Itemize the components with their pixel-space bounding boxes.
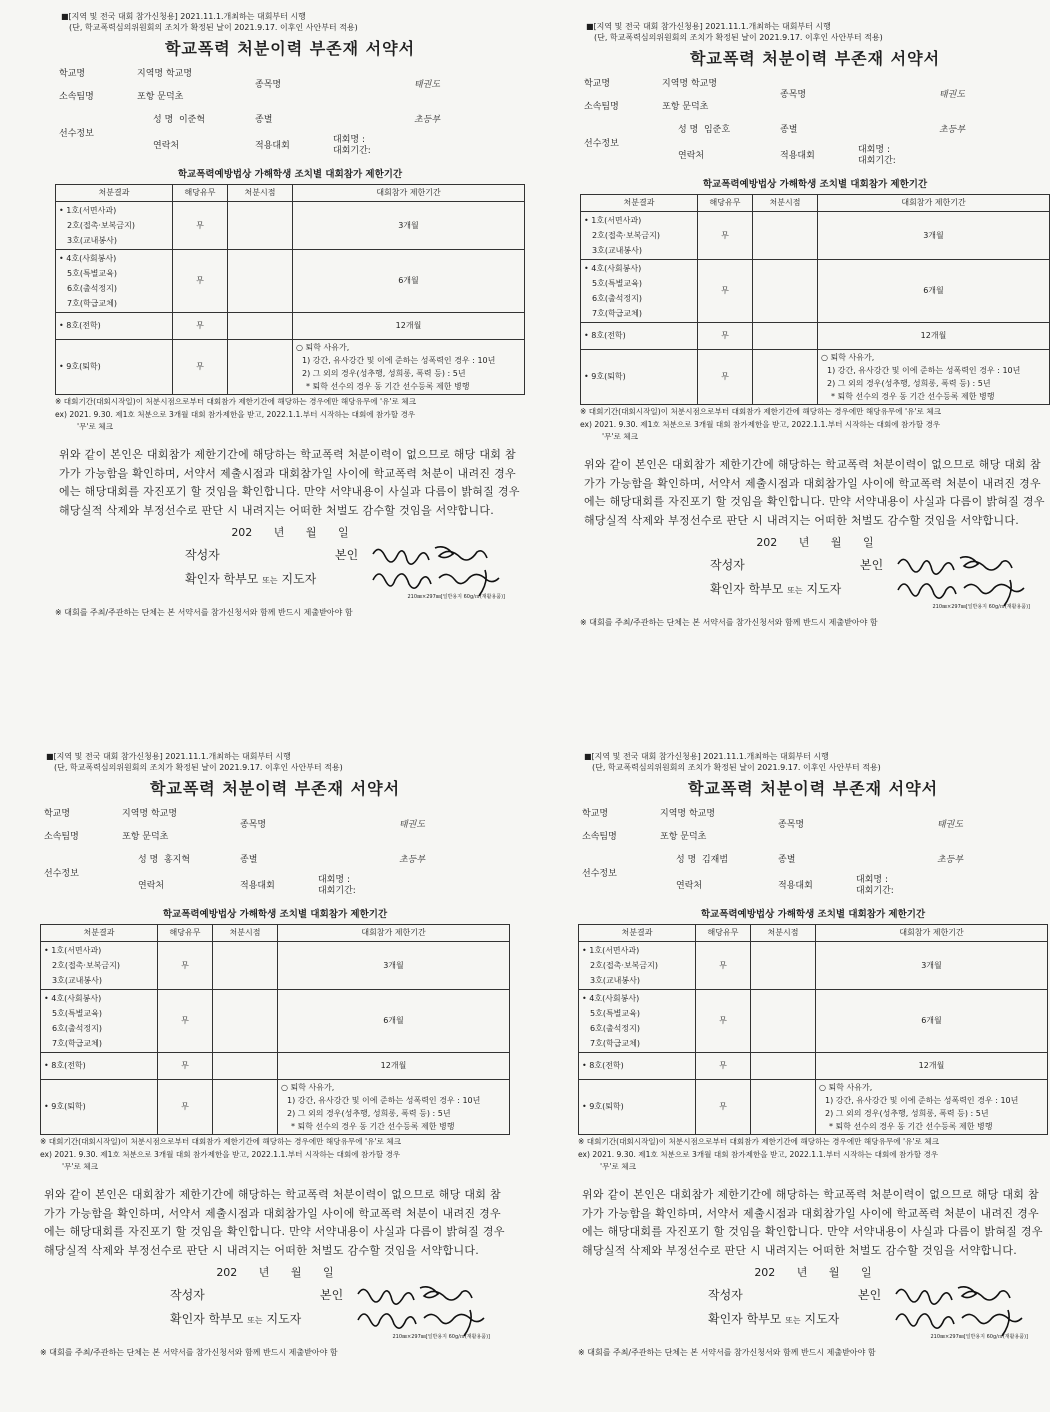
self-label: 본인: [320, 1287, 344, 1302]
restriction-table: [55, 184, 525, 395]
row9-label: • 9호(퇴학): [56, 340, 173, 395]
header-line-2: (단, 학교폭력심의위원회의 조치가 확정된 날이 2021.9.17. 이후인 사안부터 적용): [54, 763, 343, 772]
comp-label: 적용대회: [778, 880, 813, 891]
player-name-row: [118, 849, 236, 872]
col-result: 처분결과: [581, 195, 698, 212]
table-row: [579, 990, 1048, 1053]
item: 3호(교내봉사): [590, 976, 640, 986]
coach-label: 지도자: [804, 1311, 840, 1326]
event-label: 종목명: [255, 80, 282, 91]
paper-spec: 210㎜×297㎜[일반용지 60g/㎡(재활용품)]: [932, 603, 1030, 610]
applicable-cell: 무: [698, 323, 753, 350]
event-label: 종목명: [780, 90, 807, 101]
table-row: [581, 323, 1050, 350]
comp-label: 적용대회: [780, 150, 815, 161]
item: 7호(학급교체): [52, 1039, 102, 1049]
applicable-cell: 무: [698, 350, 753, 405]
period-cell: 6개월: [816, 990, 1048, 1053]
item: 6호(출석정지): [592, 294, 642, 304]
note-3: '무'로 체크: [62, 1161, 98, 1171]
name-label: 성 명: [138, 854, 159, 865]
note-3: '무'로 체크: [600, 1161, 636, 1171]
info-table: [580, 73, 1050, 171]
comp-period-label: 대회기간:: [318, 886, 356, 897]
confirm-line: [708, 1312, 839, 1327]
item: 2호(접촉·보복금지): [590, 961, 658, 971]
note-1: ※ 대회기간(대회시작일)이 처분시점으로부터 대회참가 제한기간에 해당하는 경우에만 해당유무에 '유'로 체크: [40, 1137, 401, 1147]
row9-note: ○ 퇴학 사유가,: [281, 1083, 335, 1093]
applicable-cell: 무: [173, 202, 228, 250]
applicable-cell: 무: [158, 990, 213, 1053]
time-cell: [213, 1080, 278, 1135]
item: 3호(교내봉사): [52, 976, 102, 986]
coach-label: 지도자: [281, 571, 317, 586]
item: 7호(학급교체): [67, 299, 117, 309]
info-table: [55, 63, 525, 161]
date-line: 202 년 월 일: [754, 1266, 872, 1280]
col-applicable: 해당유무: [696, 925, 751, 942]
handwritten-signature: [888, 1280, 1038, 1340]
pledge-text: 위와 같이 본인은 대회참가 제한기간에 해당하는 학교폭력 처분이력이 없으므로 해당 대회 참가가 가능함을 확인하며, 서약서 제출시점과 대회참가일 사이에 학교폭력 처분이 내려진 경우에는 해당대회를 자진포기 할 것임을 확인합니다. 만약 서약내용이 사실과 다름이 밝혀질 경우 해당실적 삭제와 부정선수로 판단 시 내려지는 어떠한 처벌도 감수할 것임을 서약합니다.: [584, 458, 1045, 527]
comp-name-label: 대회명 :: [856, 875, 888, 885]
note-3: '무'로 체크: [602, 431, 638, 441]
pledge-form-4: [578, 752, 1048, 1412]
item: • 4호(사회봉사): [582, 994, 640, 1004]
school-label: 학교명: [582, 808, 609, 819]
player-label: 선수정보: [59, 129, 94, 140]
self-label: 본인: [860, 557, 884, 572]
table-row: [581, 350, 1050, 405]
row9-note: 1) 강간, 유사강간 및 이에 준하는 성폭력인 경우 : 10년: [287, 1096, 481, 1106]
footer-note: ※ 대회를 주최/주관하는 단체는 본 서약서를 참가신청서와 함께 반드시 제출받아야 함: [580, 617, 878, 627]
table-row: [41, 990, 510, 1053]
time-cell: [751, 942, 816, 990]
comp-fields: [852, 872, 1048, 901]
item: • 1호(서면사과): [44, 946, 102, 956]
row9-note: * 퇴학 선수의 경우 동 기간 선수등록 제한 병행: [306, 382, 470, 392]
header-line-2: (단, 학교폭력심의위원회의 조치가 확정된 날이 2021.9.17. 이후인 사안부터 적용): [592, 763, 881, 772]
school-label: 학교명: [584, 78, 611, 89]
class-label: 종별: [780, 124, 798, 135]
col-result: 처분결과: [41, 925, 158, 942]
col-result: 처분결과: [579, 925, 696, 942]
row9-note: 2) 그 외의 경우(성추행, 성희롱, 폭력 등) : 5년: [827, 379, 991, 389]
item: 7호(학급교체): [592, 309, 642, 319]
row9-note: * 퇴학 선수의 경우 동 기간 선수등록 제한 병행: [829, 1122, 993, 1132]
table-row: [581, 260, 1050, 323]
player-label: 선수정보: [582, 869, 617, 880]
item: • 1호(서면사과): [582, 946, 640, 956]
writer-label: 작성자: [170, 1287, 205, 1302]
table-row: [579, 1080, 1048, 1135]
time-cell: [753, 212, 818, 260]
applicable-cell: 무: [173, 340, 228, 395]
col-time: 처분시점: [213, 925, 278, 942]
confirm-line: [170, 1312, 301, 1327]
coach-label: 지도자: [266, 1311, 302, 1326]
item: 5호(특별교육): [52, 1009, 102, 1019]
comp-label: 적용대회: [240, 880, 275, 891]
row-items: • 8호(전학): [41, 1053, 158, 1080]
contact-label: 연락처: [676, 880, 703, 891]
team-label: 소속팀명: [59, 91, 94, 102]
period-cell: 12개월: [816, 1053, 1048, 1080]
col-period: 대회참가 제한기간: [816, 925, 1048, 942]
player-name-row: [658, 119, 776, 142]
team-value: 포항 문덕초: [662, 101, 709, 112]
event-label: 종목명: [778, 820, 805, 831]
row9-note: ○ 퇴학 사유가,: [819, 1083, 873, 1093]
time-cell: [228, 250, 293, 313]
col-applicable: 해당유무: [698, 195, 753, 212]
class-value: 초등부: [413, 114, 441, 125]
form-title: 학교폭력 처분이력 부존재 서약서: [687, 779, 939, 798]
table-row: [579, 1053, 1048, 1080]
time-cell: [753, 350, 818, 405]
team-value: 포항 문덕초: [660, 831, 707, 842]
time-cell: [753, 323, 818, 350]
paper-spec: 210㎜×297㎜[일반용지 60g/㎡(재활용품)]: [392, 1333, 490, 1340]
applicable-cell: 무: [158, 942, 213, 990]
school-value: 지역명 학교명: [662, 78, 718, 89]
player-name: 임준호: [703, 124, 731, 135]
restriction-subtitle: 학교폭력예방법상 가해학생 조치별 대회참가 제한기간: [177, 168, 403, 180]
handwritten-signature: [365, 540, 515, 600]
form-title: 학교폭력 처분이력 부존재 서약서: [164, 39, 416, 58]
item: 6호(출석정지): [52, 1024, 102, 1034]
period-cell: 12개월: [293, 313, 525, 340]
row9-note: 1) 강간, 유사강간 및 이에 준하는 성폭력인 경우 : 10년: [302, 356, 496, 366]
name-label: 성 명: [153, 114, 174, 125]
player-label: 선수정보: [584, 139, 619, 150]
pledge-text: 위와 같이 본인은 대회참가 제한기간에 해당하는 학교폭력 처분이력이 없으므로 해당 대회 참가가 가능함을 확인하며, 서약서 제출시점과 대회참가일 사이에 학교폭력 처분이 내려진 경우에는 해당대회를 자진포기 할 것임을 확인합니다. 만약 서약내용이 사실과 다름이 밝혀질 경우 해당실적 삭제와 부정선수로 판단 시 내려지는 어떠한 처벌도 감수할 것임을 서약합니다.: [582, 1188, 1043, 1257]
signature-block: [40, 1287, 510, 1340]
pledge-text: 위와 같이 본인은 대회참가 제한기간에 해당하는 학교폭력 처분이력이 없으므로 해당 대회 참가가 가능함을 확인하며, 서약서 제출시점과 대회참가일 사이에 학교폭력 처분이 내려진 경우에는 해당대회를 자진포기 할 것임을 확인합니다. 만약 서약내용이 사실과 다름이 밝혀질 경우 해당실적 삭제와 부정선수로 판단 시 내려지는 어떠한 처벌도 감수할 것임을 서약합니다.: [59, 448, 520, 517]
contact-label: 연락처: [678, 150, 705, 161]
event-label: 종목명: [240, 820, 267, 831]
period-cell: 3개월: [293, 202, 525, 250]
period-cell: 3개월: [278, 942, 510, 990]
item: 2호(접촉·보복금지): [52, 961, 120, 971]
class-label: 종별: [255, 114, 273, 125]
applicable-cell: 무: [173, 250, 228, 313]
row9-note: 2) 그 외의 경우(성추행, 성희롱, 폭력 등) : 5년: [287, 1109, 451, 1119]
row-items: • 8호(전학): [581, 323, 698, 350]
table-row: [56, 313, 525, 340]
row9-note: ○ 퇴학 사유가,: [821, 353, 875, 363]
name-label: 성 명: [678, 124, 699, 135]
row-items: • 8호(전학): [56, 313, 173, 340]
period-cell: 6개월: [293, 250, 525, 313]
time-cell: [228, 340, 293, 395]
or-label: 또는: [262, 575, 278, 585]
school-label: 학교명: [59, 68, 86, 79]
pledge-text: 위와 같이 본인은 대회참가 제한기간에 해당하는 학교폭력 처분이력이 없으므로 해당 대회 참가가 가능함을 확인하며, 서약서 제출시점과 대회참가일 사이에 학교폭력 처분이 내려진 경우에는 해당대회를 자진포기 할 것임을 확인합니다. 만약 서약내용이 사실과 다름이 밝혀질 경우 해당실적 삭제와 부정선수로 판단 시 내려지는 어떠한 처벌도 감수할 것임을 서약합니다.: [44, 1188, 505, 1257]
comp-label: 적용대회: [255, 140, 290, 151]
footer-note: ※ 대회를 주최/주관하는 단체는 본 서약서를 참가신청서와 함께 반드시 제출받아야 함: [55, 607, 353, 617]
player-label: 선수정보: [44, 869, 79, 880]
team-value: 포항 문덕초: [137, 91, 184, 102]
period-cell: 12개월: [818, 323, 1050, 350]
item: • 1호(서면사과): [584, 216, 642, 226]
header-line-2: (단, 학교폭력심의위원회의 조치가 확정된 날이 2021.9.17. 이후인 사안부터 적용): [594, 33, 883, 42]
confirm-label: 확인자 학부모: [708, 1311, 782, 1326]
confirm-label: 확인자 학부모: [710, 581, 784, 596]
player-name: 홍지혁: [163, 854, 191, 865]
player-name: 이준혁: [178, 114, 206, 125]
player-name-row: [656, 849, 774, 872]
info-table: [40, 803, 510, 901]
table-row: [56, 250, 525, 313]
header-line-1: ■[지역 및 전국 대회 참가신청용] 2021.11.1.개최하는 대회부터 시행: [61, 12, 306, 21]
table-row: [41, 942, 510, 990]
team-label: 소속팀명: [582, 831, 617, 842]
or-label: 또는: [785, 1315, 801, 1325]
note-3: '무'로 체크: [77, 421, 113, 431]
row9-notes: [293, 340, 525, 395]
footer-note: ※ 대회를 주최/주관하는 단체는 본 서약서를 참가신청서와 함께 반드시 제출받아야 함: [578, 1347, 876, 1357]
header-line-2: (단, 학교폭력심의위원회의 조치가 확정된 날이 2021.9.17. 이후인 사안부터 적용): [69, 23, 358, 32]
signature-block: [578, 1287, 1048, 1340]
header-line-1: ■[지역 및 전국 대회 참가신청용] 2021.11.1.개최하는 대회부터 시행: [586, 22, 831, 31]
comp-period-label: 대회기간:: [856, 886, 894, 897]
class-value: 초등부: [938, 124, 966, 135]
time-cell: [751, 990, 816, 1053]
table-row: [581, 212, 1050, 260]
paper-spec: 210㎜×297㎜[일반용지 60g/㎡(재활용품)]: [407, 593, 505, 600]
handwritten-signature: [350, 1280, 500, 1340]
item: 2호(접촉·보복금지): [592, 231, 660, 241]
restriction-subtitle: 학교폭력예방법상 가해학생 조치별 대회참가 제한기간: [162, 908, 388, 920]
event-value: 태권도: [938, 90, 966, 101]
col-period: 대회참가 제한기간: [293, 185, 525, 202]
item: 5호(특별교육): [592, 279, 642, 289]
player-name: 김재범: [701, 854, 729, 865]
pledge-form-1: [55, 12, 525, 672]
applicable-cell: 무: [696, 942, 751, 990]
applicable-cell: 무: [696, 1080, 751, 1135]
team-value: 포항 문덕초: [122, 831, 169, 842]
applicable-cell: 무: [158, 1053, 213, 1080]
restriction-table: [40, 924, 510, 1135]
signature-block: [55, 547, 525, 600]
time-cell: [213, 990, 278, 1053]
table-row: [56, 202, 525, 250]
note-2: ex) 2021. 9.30. 제1호 처분으로 3개월 대회 참가제한을 받고, 2022.1.1.부터 시작하는 대회에 참가할 경우: [580, 419, 941, 429]
item: 5호(특별교육): [67, 269, 117, 279]
row-items: • 8호(전학): [579, 1053, 696, 1080]
col-applicable: 해당유무: [158, 925, 213, 942]
date-line: 202 년 월 일: [231, 526, 349, 540]
item: 6호(출석정지): [590, 1024, 640, 1034]
or-label: 또는: [787, 585, 803, 595]
row9-label: • 9호(퇴학): [579, 1080, 696, 1135]
note-1: ※ 대회기간(대회시작일)이 처분시점으로부터 대회참가 제한기간에 해당하는 경우에만 해당유무에 '유'로 체크: [578, 1137, 939, 1147]
row9-note: 2) 그 외의 경우(성추행, 성희롱, 폭력 등) : 5년: [825, 1109, 989, 1119]
col-period: 대회참가 제한기간: [278, 925, 510, 942]
pledge-form-3: [40, 752, 510, 1412]
confirm-label: 확인자 학부모: [170, 1311, 244, 1326]
row9-note: 1) 강간, 유사강간 및 이에 준하는 성폭력인 경우 : 10년: [827, 366, 1021, 376]
row-items: [581, 260, 698, 323]
time-cell: [228, 202, 293, 250]
col-result: 처분결과: [56, 185, 173, 202]
restriction-table: [580, 194, 1050, 405]
item: • 4호(사회봉사): [584, 264, 642, 274]
row-items: [581, 212, 698, 260]
table-row: [56, 340, 525, 395]
row-items: [579, 942, 696, 990]
period-cell: 3개월: [818, 212, 1050, 260]
item: 2호(접촉·보복금지): [67, 221, 135, 231]
time-cell: [213, 1053, 278, 1080]
time-cell: [213, 942, 278, 990]
restriction-subtitle: 학교폭력예방법상 가해학생 조치별 대회참가 제한기간: [702, 178, 928, 190]
comp-fields: [329, 132, 525, 161]
item: • 4호(사회봉사): [44, 994, 102, 1004]
time-cell: [751, 1053, 816, 1080]
event-value: 태권도: [936, 820, 964, 831]
comp-period-label: 대회기간:: [858, 156, 896, 167]
row9-notes: [278, 1080, 510, 1135]
item: 7호(학급교체): [590, 1039, 640, 1049]
confirm-label: 확인자 학부모: [185, 571, 259, 586]
item: 3호(교내봉사): [67, 236, 117, 246]
applicable-cell: 무: [173, 313, 228, 340]
note-1: ※ 대회기간(대회시작일)이 처분시점으로부터 대회참가 제한기간에 해당하는 경우에만 해당유무에 '유'로 체크: [55, 397, 416, 407]
row9-notes: [818, 350, 1050, 405]
form-title: 학교폭력 처분이력 부존재 서약서: [149, 779, 401, 798]
period-cell: 6개월: [818, 260, 1050, 323]
row9-note: * 퇴학 선수의 경우 동 기간 선수등록 제한 병행: [831, 392, 995, 402]
event-value: 태권도: [413, 80, 441, 91]
event-value: 태권도: [398, 820, 426, 831]
contact-label: 연락처: [153, 140, 180, 151]
class-label: 종별: [240, 854, 258, 865]
row9-note: * 퇴학 선수의 경우 동 기간 선수등록 제한 병행: [291, 1122, 455, 1132]
pledge-form-2: [580, 22, 1050, 682]
table-row: [41, 1080, 510, 1135]
confirm-line: [710, 582, 841, 597]
time-cell: [751, 1080, 816, 1135]
col-applicable: 해당유무: [173, 185, 228, 202]
applicable-cell: 무: [698, 260, 753, 323]
self-label: 본인: [335, 547, 359, 562]
restriction-table: [578, 924, 1048, 1135]
row9-notes: [816, 1080, 1048, 1135]
period-cell: 6개월: [278, 990, 510, 1053]
note-2: ex) 2021. 9.30. 제1호 처분으로 3개월 대회 참가제한을 받고, 2022.1.1.부터 시작하는 대회에 참가할 경우: [40, 1149, 401, 1159]
note-1: ※ 대회기간(대회시작일)이 처분시점으로부터 대회참가 제한기간에 해당하는 경우에만 해당유무에 '유'로 체크: [580, 407, 941, 417]
table-row: [41, 1053, 510, 1080]
row-items: [41, 990, 158, 1053]
col-time: 처분시점: [751, 925, 816, 942]
or-label: 또는: [247, 1315, 263, 1325]
form-title: 학교폭력 처분이력 부존재 서약서: [689, 49, 941, 68]
name-label: 성 명: [676, 854, 697, 865]
info-table: [578, 803, 1048, 901]
note-2: ex) 2021. 9.30. 제1호 처분으로 3개월 대회 참가제한을 받고, 2022.1.1.부터 시작하는 대회에 참가할 경우: [55, 409, 416, 419]
row9-label: • 9호(퇴학): [581, 350, 698, 405]
period-cell: 3개월: [816, 942, 1048, 990]
header-line-1: ■[지역 및 전국 대회 참가신청용] 2021.11.1.개최하는 대회부터 시행: [46, 752, 291, 761]
item: • 1호(서면사과): [59, 206, 117, 216]
row9-note: ○ 퇴학 사유가,: [296, 343, 350, 353]
footer-note: ※ 대회를 주최/주관하는 단체는 본 서약서를 참가신청서와 함께 반드시 제출받아야 함: [40, 1347, 338, 1357]
writer-label: 작성자: [710, 557, 745, 572]
restriction-subtitle: 학교폭력예방법상 가해학생 조치별 대회참가 제한기간: [700, 908, 926, 920]
writer-label: 작성자: [185, 547, 220, 562]
team-label: 소속팀명: [584, 101, 619, 112]
item: • 4호(사회봉사): [59, 254, 117, 264]
row9-note: 2) 그 외의 경우(성추행, 성희롱, 폭력 등) : 5년: [302, 369, 466, 379]
row-items: [56, 250, 173, 313]
comp-name-label: 대회명 :: [333, 135, 365, 145]
date-line: 202 년 월 일: [756, 536, 874, 550]
header-line-1: ■[지역 및 전국 대회 참가신청용] 2021.11.1.개최하는 대회부터 시행: [584, 752, 829, 761]
school-value: 지역명 학교명: [122, 808, 178, 819]
row-items: [579, 990, 696, 1053]
class-value: 초등부: [398, 854, 426, 865]
applicable-cell: 무: [696, 990, 751, 1053]
col-time: 처분시점: [228, 185, 293, 202]
comp-fields: [314, 872, 510, 901]
confirm-line: [185, 572, 316, 587]
comp-period-label: 대회기간:: [333, 146, 371, 157]
item: 3호(교내봉사): [592, 246, 642, 256]
row-items: [41, 942, 158, 990]
contact-label: 연락처: [138, 880, 165, 891]
time-cell: [228, 313, 293, 340]
class-value: 초등부: [936, 854, 964, 865]
school-label: 학교명: [44, 808, 71, 819]
time-cell: [753, 260, 818, 323]
table-row: [579, 942, 1048, 990]
applicable-cell: 무: [158, 1080, 213, 1135]
writer-label: 작성자: [708, 1287, 743, 1302]
comp-name-label: 대회명 :: [858, 145, 890, 155]
row9-note: 1) 강간, 유사강간 및 이에 준하는 성폭력인 경우 : 10년: [825, 1096, 1019, 1106]
comp-name-label: 대회명 :: [318, 875, 350, 885]
applicable-cell: 무: [696, 1053, 751, 1080]
class-label: 종별: [778, 854, 796, 865]
item: 5호(특별교육): [590, 1009, 640, 1019]
school-value: 지역명 학교명: [137, 68, 193, 79]
team-label: 소속팀명: [44, 831, 79, 842]
signature-block: [580, 557, 1050, 610]
item: 6호(출석정지): [67, 284, 117, 294]
row-items: [56, 202, 173, 250]
handwritten-signature: [890, 550, 1040, 610]
note-2: ex) 2021. 9.30. 제1호 처분으로 3개월 대회 참가제한을 받고, 2022.1.1.부터 시작하는 대회에 참가할 경우: [578, 1149, 939, 1159]
school-value: 지역명 학교명: [660, 808, 716, 819]
date-line: 202 년 월 일: [216, 1266, 334, 1280]
paper-spec: 210㎜×297㎜[일반용지 60g/㎡(재활용품)]: [930, 1333, 1028, 1340]
coach-label: 지도자: [806, 581, 842, 596]
col-period: 대회참가 제한기간: [818, 195, 1050, 212]
row9-label: • 9호(퇴학): [41, 1080, 158, 1135]
comp-fields: [854, 142, 1050, 171]
self-label: 본인: [858, 1287, 882, 1302]
col-time: 처분시점: [753, 195, 818, 212]
player-name-row: [133, 109, 251, 132]
period-cell: 12개월: [278, 1053, 510, 1080]
applicable-cell: 무: [698, 212, 753, 260]
